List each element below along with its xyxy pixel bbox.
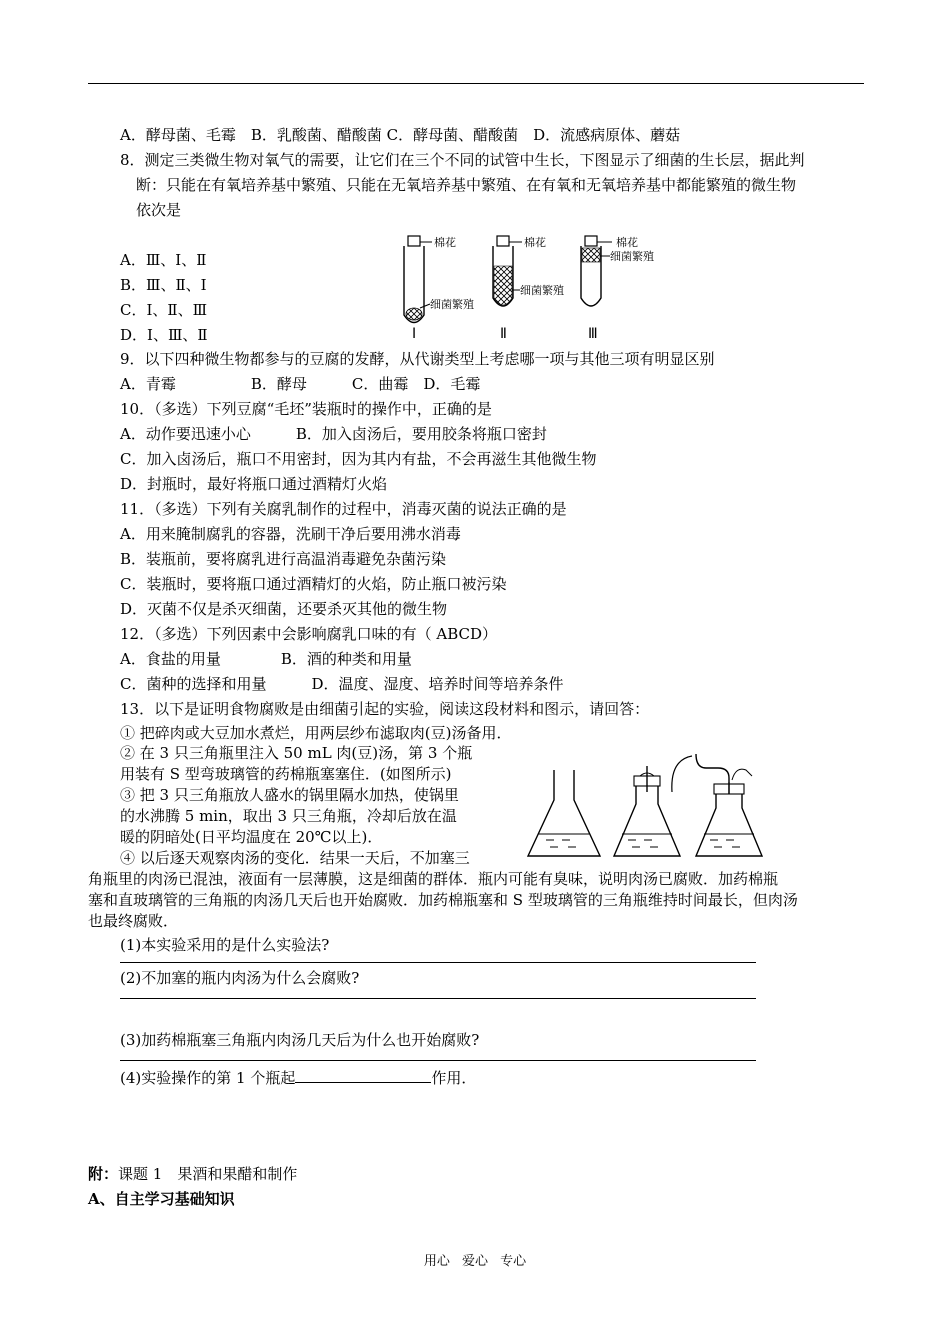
q11-line-3: C．装瓶时，要将瓶口通过酒精灯的火焰，防止瓶口被污染: [120, 575, 507, 593]
q8-option-b: B．Ⅲ、Ⅱ、Ⅰ: [120, 276, 207, 294]
tube-label-2: Ⅱ: [500, 326, 507, 342]
tube-2: [493, 235, 564, 342]
q13-sub-2: (2)不加塞的瓶内肉汤为什么会腐败?: [120, 969, 360, 987]
cotton-label-1: 棉花: [434, 236, 456, 249]
q12-stem: 12．（多选）下列因素中会影响腐乳口味的有（ ABCD）: [120, 625, 497, 643]
growth-label-2: 细菌繁殖: [520, 284, 564, 297]
q13-paragraph-2a: ② 在 3 只三角瓶里注入 50 mL 肉(豆)汤，第 3 个瓶: [120, 744, 473, 762]
answer-line-3[interactable]: [120, 1060, 756, 1061]
q13-sub-4: [120, 1068, 476, 1088]
q13-paragraph-3b: 的水沸腾 5 min，取出 3 只三角瓶，冷却后放在温: [120, 807, 457, 825]
q8-stem-2: 断：只能在有氧培养基中繁殖、只能在无氧培养基中繁殖、在有氧和无氧培养基中都能繁殖的微生物: [136, 176, 797, 194]
appendix-label: 附：: [88, 1165, 119, 1183]
q12-line-1: A．食盐的用量 B．酒的种类和用量: [120, 650, 412, 668]
answer-line-1[interactable]: [120, 962, 756, 963]
q10-stem: 10．（多选）下列豆腐“毛坯”装瓶时的操作中，正确的是: [120, 400, 492, 418]
q13-sub-1: (1)本实验采用的是什么实验法?: [120, 936, 330, 954]
q11-line-4: D．灭菌不仅是杀灭细菌，还要杀灭其他的微生物: [120, 600, 448, 618]
tube-label-3: Ⅲ: [588, 326, 598, 342]
appendix-title: 课题 1 果酒和果醋和制作: [118, 1165, 298, 1183]
test-tube-figure: [396, 230, 666, 342]
answer-blank-4b[interactable]: [405, 1068, 431, 1083]
q13-paragraph-4b: 角瓶里的肉汤已混浊，液面有一层薄膜，这是细菌的群体．瓶内可能有臭味，说明肉汤已腐败．加药棉瓶: [88, 870, 779, 888]
q13-paragraph-2b: 用装有 S 型弯玻璃管的药棉瓶塞塞住．(如图所示): [120, 765, 452, 783]
q13-stem: 13．以下是证明食物腐败是由细菌引起的实验，阅读这段材料和图示，请回答：: [120, 700, 650, 718]
q8-option-a: A．Ⅲ、Ⅰ、Ⅱ: [120, 251, 207, 269]
flask-open: [528, 770, 600, 856]
page-footer: 用心 爱心 专心: [423, 1254, 527, 1269]
q11-line-1: A．用来腌制腐乳的容器，洗刷干净后要用沸水消毒: [120, 525, 461, 543]
q10-line-1: A．动作要迅速小心 B．加入卤汤后，要用胶条将瓶口密封: [120, 425, 547, 443]
q13-sub-4-suffix: 作用．: [431, 1069, 477, 1087]
tube-1: [404, 235, 474, 342]
q13-paragraph-3c: 暖的阴暗处(日平均温度在 20℃以上)．: [120, 828, 383, 846]
q8-stem-1: 8．测定三类微生物对氧气的需要，让它们在三个不同的试管中生长，下图显示了细菌的生长层，据此判: [120, 151, 805, 169]
tube-3: [581, 235, 654, 342]
q12-line-2: C．菌种的选择和用量 D．温度、湿度、培养时间等培养条件: [120, 675, 564, 693]
q10-line-3: D．封瓶时，最好将瓶口通过酒精灯火焰: [120, 475, 388, 493]
q13-paragraph-4a: ④ 以后逐天观察肉汤的变化．结果一天后，不加塞三: [120, 849, 470, 867]
q13-paragraph-4c: 塞和直玻璃管的三角瓶的肉汤几天后也开始腐败．加药棉瓶塞和 S 型玻璃管的三角瓶维持时间最长，但肉汤: [88, 891, 798, 909]
q13-paragraph-4d: 也最终腐败．: [88, 912, 179, 930]
q11-line-2: B．装瓶前，要将腐乳进行高温消毒避免杂菌污染: [120, 550, 447, 568]
q9-options: A．青霉 B．酵母 C．曲霉 D．毛霉: [120, 375, 481, 393]
cotton-label-2: 棉花: [524, 236, 546, 249]
growth-label-3: 细菌繁殖: [610, 250, 654, 263]
q8-option-d: D．Ⅰ、Ⅲ、Ⅱ: [120, 326, 208, 344]
q10-line-2: C．加入卤汤后，瓶口不用密封，因为其内有盐，不会再滋生其他微生物: [120, 450, 597, 468]
answer-line-2[interactable]: [120, 998, 756, 999]
growth-label-1: 细菌繁殖: [430, 298, 474, 311]
q8-stem-3: 依次是: [136, 201, 182, 219]
q13-sub-3: (3)加药棉瓶塞三角瓶内肉汤几天后为什么也开始腐败?: [120, 1031, 480, 1049]
flask-cotton-straight-tube: [614, 766, 680, 856]
q11-stem: 11．（多选）下列有关腐乳制作的过程中，消毒灭菌的说法正确的是: [120, 500, 567, 518]
header-rule: [88, 83, 864, 84]
answer-blank-4a[interactable]: [295, 1068, 405, 1083]
appendix-section: A、自主学习基础知识: [88, 1190, 235, 1208]
q13-paragraph-3a: ③ 把 3 只三角瓶放人盛水的锅里隔水加热，使锅里: [120, 786, 459, 804]
flask-cotton-s-tube: [672, 754, 762, 856]
appendix-heading: [88, 1164, 297, 1184]
q13-paragraph-1: ① 把碎肉或大豆加水煮烂，用两层纱布滤取肉(豆)汤备用．: [120, 724, 512, 742]
flask-figure: [520, 752, 770, 864]
q7-options: A．酵母菌、毛霉 B．乳酸菌、醋酸菌 C．酵母菌、醋酸菌 D．流感病原体、蘑菇: [120, 126, 681, 144]
cotton-label-3: 棉花: [616, 236, 638, 249]
q13-sub-4-prefix: (4)实验操作的第 1 个瓶起: [120, 1069, 296, 1087]
tube-label-1: Ⅰ: [412, 326, 417, 342]
q9-stem: 9．以下四种微生物都参与的豆腐的发酵，从代谢类型上考虑哪一项与其他三项有明显区别: [120, 350, 715, 368]
q8-option-c: C．Ⅰ、Ⅱ、Ⅲ: [120, 301, 208, 319]
